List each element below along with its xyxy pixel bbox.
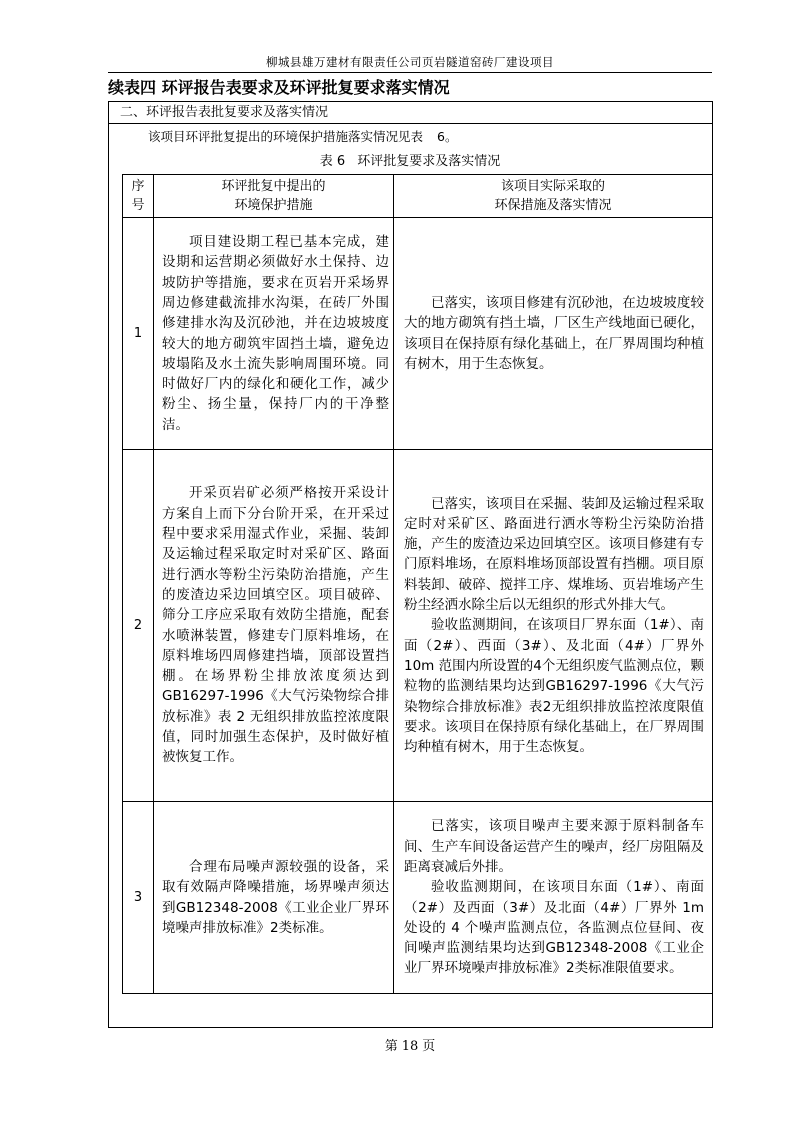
subsection-title: 二、环评报告表批复要求及落实情况 — [120, 105, 329, 120]
row-index: 3 — [123, 802, 154, 994]
row-index: 1 — [123, 218, 154, 450]
column-header-action — [394, 175, 713, 218]
action-paragraph: 已落实，该项目噪声主要来源于原料制备车间、生产车间设备运营产生的噪声，经厂房阻隔及距离衰减后外排。 — [404, 818, 704, 875]
page-number — [108, 1038, 712, 1056]
intro-paragraph — [148, 127, 457, 147]
subsection-rule — [108, 123, 712, 124]
table-row — [123, 802, 713, 994]
column-header-action-line2: 环保措施及落实情况 — [494, 198, 612, 213]
requirement-text: 项目建设期工程已基本完成，建设期和运营期必须做好水土保持、边坡防护等措施，要求在页岩开采场界周边修建截流排水沟渠，在砖厂外围修建排水沟及沉砂池，并在边坡坡度较大的地方砌筑牢固挡土墙，避免边坡塌陷及水土流失影响周围环境。同时做好厂内的绿化和硬化工作，减少粉尘、扬尘量，保持厂内的干净整洁。 — [162, 234, 389, 433]
table-caption — [120, 152, 700, 172]
action-cell — [394, 218, 713, 450]
page-number-suffix: 页 — [422, 1039, 436, 1054]
action-paragraph: 已落实，该项目在采掘、装卸及运输过程采取定时对采矿区、路面进行洒水等粉尘污染防治措施，产生的废渣边采边回填空区。该项目修建有专门原料堆场，在原料堆场顶部设置有挡棚。项目原料装卸、破碎、搅拌工序、煤堆场、页岩堆场产生粉尘经洒水除尘后以无组织的形式外排大气。 — [404, 495, 704, 614]
column-header-requirement-line1: 环评批复中提出的 — [221, 179, 326, 194]
requirement-cell — [154, 450, 394, 802]
page-number-prefix: 第 — [384, 1039, 398, 1054]
requirement-cell — [154, 802, 394, 994]
action-paragraph: 验收监测期间，在该项目厂界东面（1#）、南面（2#）、西面（3#）、及北面（4#）厂界外10m 范围内所设置的4个无组织废气监测点位，颗粒物的监测结果均达到GB16297-1996《大气污染物综合排放标准》表2无组织排放监控浓度限值要求。该项目在保持原有绿化基础上，在厂界周围均种植有树木，用于生态恢复。 — [404, 617, 704, 756]
column-header-requirement — [154, 175, 394, 218]
action-paragraph: 已落实，该项目修建有沉砂池，在边坡坡度较大的地方砌筑有挡土墙，厂区生产线地面已硬化，该项目在保持原有绿化基础上，在厂界周围均种植有树木，用于生态恢复。 — [404, 294, 704, 372]
requirement-cell — [154, 218, 394, 450]
requirement-text: 开采页岩矿必须严格按开采设计方案自上而下分台阶开采，在开采过程中要求采用湿式作业，采掘、装卸及运输过程采取定时对采矿区、路面进行洒水等粉尘污染防治措施，产生的废渣边采边回填空区。项目破碎、筛分工序应采取有效防尘措施，配套水喷淋装置，修建专门原料堆场，在原料堆场四周修建挡墙，顶部设置挡棚。在场界粉尘排放浓度须达到 GB16297-1996《大气污染物综合排放标准》表 2 无组织排放监控浓度限值，同时加强生态保护，及时做好植被恢复工作。 — [162, 485, 389, 766]
compliance-table — [122, 174, 713, 994]
header-rule — [108, 72, 712, 73]
table-row — [123, 218, 713, 450]
row-index: 2 — [123, 450, 154, 802]
action-cell — [394, 802, 713, 994]
action-paragraph: 验收监测期间，在该项目东面（1#）、南面（2#）及西面（3#）及北面（4#）厂界外 1m处设的 4 个噪声监测点位，各监测点位昼间、夜间噪声监测结果均达到GB12348-2008《工业企业厂界环境噪声排放标准》2类标准限值要求。 — [404, 879, 704, 977]
running-header: 柳城县雄万建材有限责任公司页岩隧道窑砖厂建设项目 — [266, 55, 554, 69]
section-title: 续表四 环评报告表要求及环评批复要求落实情况 — [108, 78, 450, 97]
column-header-action-line1: 该项目实际采取的 — [500, 179, 605, 194]
intro-table-ref: 6。 — [437, 129, 458, 144]
column-header-index-line1: 序 — [131, 179, 145, 194]
column-header-requirement-line2: 环境保护措施 — [234, 198, 313, 213]
action-cell — [394, 450, 713, 802]
intro-text: 该项目环评批复提出的环境保护措施落实情况见表 — [148, 129, 424, 144]
table-header-row — [123, 175, 713, 218]
table-row — [123, 450, 713, 802]
column-header-index-line2: 号 — [131, 198, 145, 213]
table-caption-title: 环评批复要求及落实情况 — [357, 154, 501, 169]
page-number-value: 18 — [401, 1039, 419, 1054]
table-caption-number: 表 6 — [319, 154, 346, 169]
requirement-text: 合理布局噪声源较强的设备，采取有效隔声降噪措施，场界噪声须达到GB12348-2008《工业企业厂界环境噪声排放标准》2类标准。 — [162, 858, 389, 936]
column-header-index — [123, 175, 154, 218]
